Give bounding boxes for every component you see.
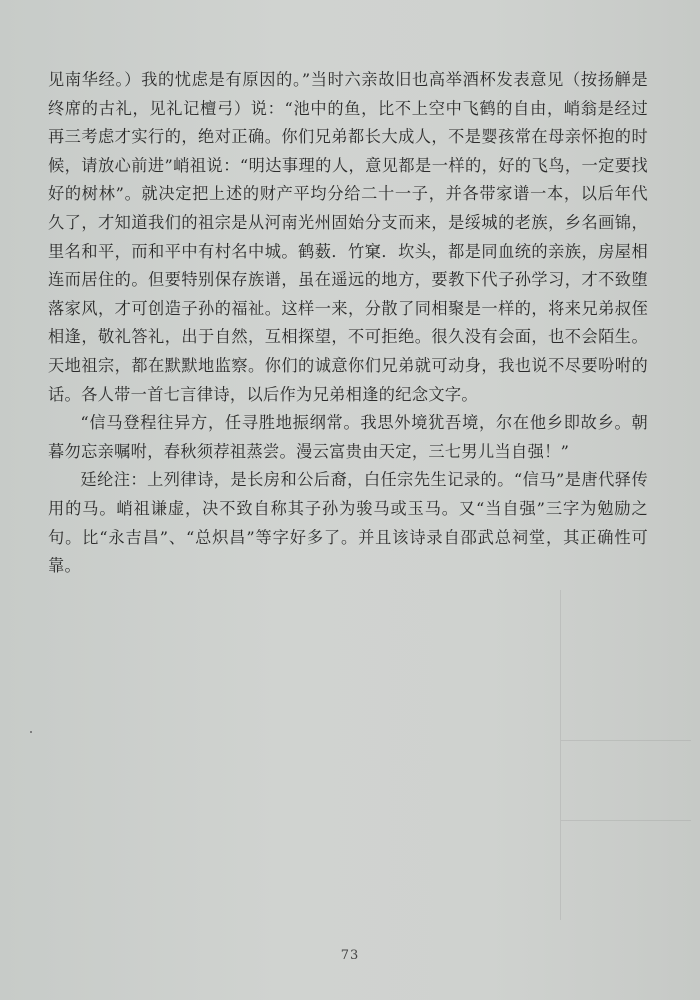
page-number: 73 [340, 948, 360, 963]
paragraph-annotation: 廷纶注：上列律诗，是长房和公后裔，白任宗先生记录的。“信马”是唐代驿传用的马。峭祖谦虚，决不致自称其子孙为骏马或玉马。又“当自强”三字为勉励之句。比“永吉昌”、“总炽昌”等字好多了。并且该诗录自邵武总祠堂，其正确性可靠。 [48, 470, 648, 576]
ink-speck [30, 731, 32, 733]
paragraph-poem: “信马登程往异方，任寻胜地振纲常。我思外境犹吾境，尔在他乡即故乡。朝暮勿忘亲嘱咐，春秋须荐祖蒸尝。漫云富贵由天定，三七男儿当自强！” [48, 413, 648, 461]
paragraph-narrative: 见南华经。）我的忧虑是有原因的。”当时六亲故旧也高举酒杯发表意见（按扬觯是终席的古礼，见礼记檀弓）说：“池中的鱼，比不上空中飞鹤的自由，峭翁是经过再三考虑才实行的，绝对正确。你们兄弟都长大成人，不是婴孩常在母亲怀抱的时候，请放心前进”峭祖说：“明达事理的人，意见都是一样的，好的飞鸟，一定要找好的树林”。就决定把上述的财产平均分给二十一子，并各带家谱一本，以后年代久了，才知道我们的祖宗是从河南光州固始分支而来，是绥城的老族，乡名画锦，里名和平，而和平中有村名中城。鹤薮．竹窠．坎头，都是同血统的亲族，房屋相连而居住的。但要特别保存族谱，虽在遥远的地方，要教下代子孙学习，才不致堕落家风，才可创造子孙的福祉。这样一来，分散了同相聚是一样的，将来兄弟叔侄相逢，敬礼答礼，出于自然，互相探望，不可拒绝。很久没有会面，也不会陌生。天地祖宗，都在默默地监察。你们的诚意你们兄弟就可动身，我也说不尽要吩咐的话。各人带一首七言律诗，以后作为兄弟相逢的纪念文字。 [48, 70, 648, 404]
show-through-table-lines [560, 590, 691, 920]
body-text [48, 66, 648, 581]
